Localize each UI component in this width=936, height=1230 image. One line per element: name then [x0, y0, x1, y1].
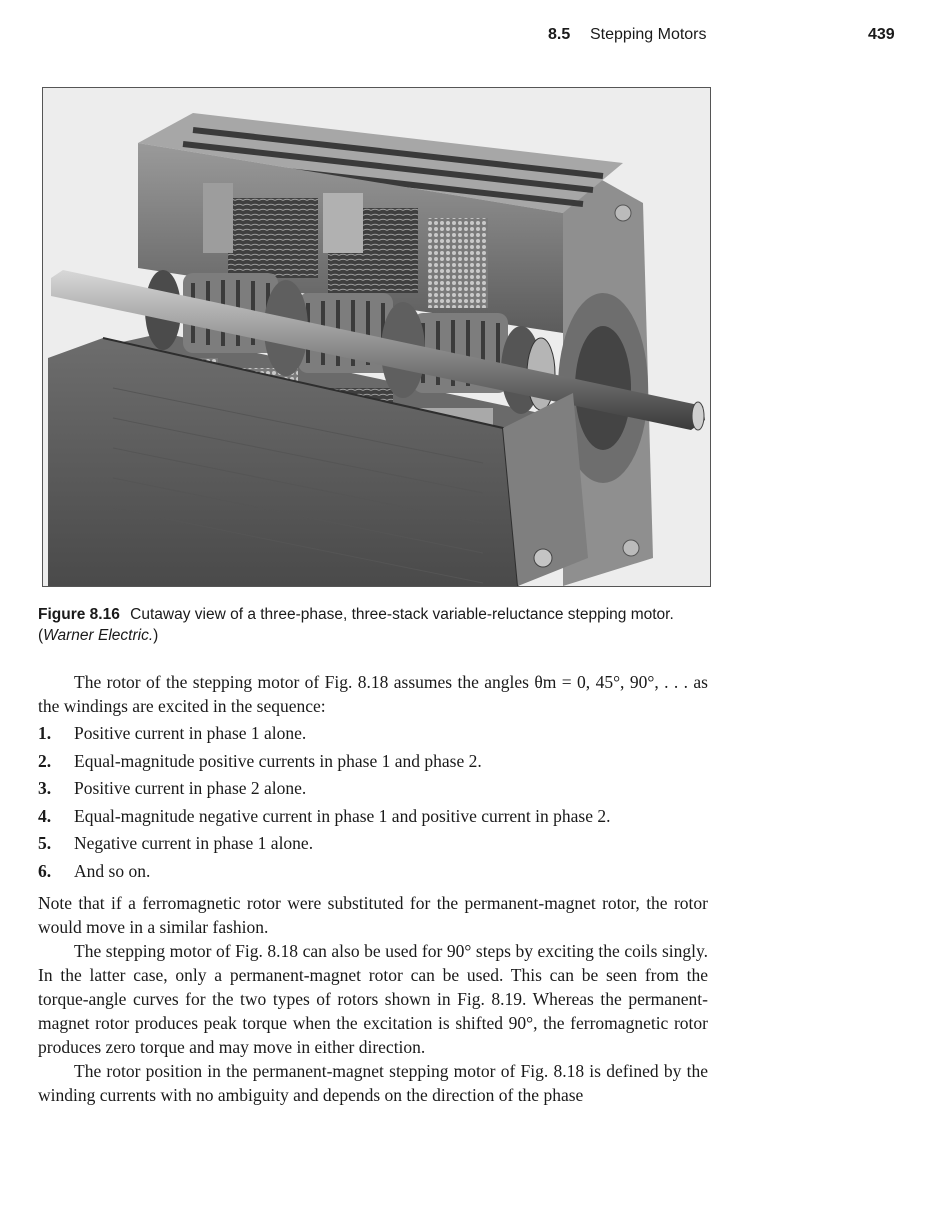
list-item [38, 803, 708, 831]
excitation-sequence-list [38, 720, 708, 885]
list-item [38, 748, 708, 776]
motor-cutaway-illustration [43, 88, 710, 586]
body-text [38, 670, 708, 1107]
list-number: 1. [38, 723, 52, 743]
caption-credit-open: ( [38, 627, 44, 644]
list-item [38, 720, 708, 748]
list-item [38, 858, 708, 886]
intro-paragraph: The rotor of the stepping motor of Fig. 8.18 assumes the angles θm = 0, 45°, 90°, . . . as the windings are excited in the sequence: [38, 672, 708, 716]
list-text: Positive current in phase 2 alone. [74, 778, 307, 798]
list-item [38, 830, 708, 858]
paragraph: The stepping motor of Fig. 8.18 can also be used for 90° steps by exciting the coils singly. In the latter case, only a permanent-magnet rotor can be used. This can be seen from the torque-angle curves for the two types of rotors shown in Fig. 8.19. Whereas the permanent-magnet rotor produces peak torque when the excitation is shifted 90°, the ferromagnetic rotor produces zero torque and may move in either direction. [38, 941, 708, 1057]
list-text: Positive current in phase 1 alone. [74, 723, 307, 743]
list-text: Equal-magnitude negative current in phase 1 and positive current in phase 2. [74, 805, 611, 826]
list-text: Equal-magnitude positive currents in phase 1 and phase 2. [74, 750, 482, 771]
list-text: Negative current in phase 1 alone. [74, 833, 314, 853]
list-number: 6. [38, 860, 52, 881]
list-number: 5. [38, 833, 52, 853]
figure-image [42, 87, 711, 587]
paragraph: The rotor position in the permanent-magnet stepping motor of Fig. 8.18 is defined by the winding currents with no ambiguity and depends on the direction of the phase [38, 1061, 708, 1105]
list-text: And so on. [74, 860, 151, 881]
section-number: 8.5 [548, 26, 571, 43]
caption-text: Cutaway view of a three-phase, three-stack variable-reluctance stepping motor. [130, 606, 674, 623]
running-head [0, 24, 936, 48]
section-title: Stepping Motors [590, 26, 707, 43]
caption-credit-close: ) [153, 627, 159, 644]
figure-caption [38, 604, 718, 646]
caption-credit: Warner Electric. [43, 627, 154, 644]
list-item [38, 775, 708, 803]
paragraph: Note that if a ferromagnetic rotor were substituted for the permanent-magnet rotor, the rotor would move in a similar fashion. [38, 893, 708, 937]
page-number: 439 [868, 26, 895, 43]
figure-label: Figure 8.16 [38, 606, 120, 623]
list-number: 3. [38, 778, 52, 798]
list-number: 2. [38, 750, 52, 771]
list-number: 4. [38, 805, 52, 826]
